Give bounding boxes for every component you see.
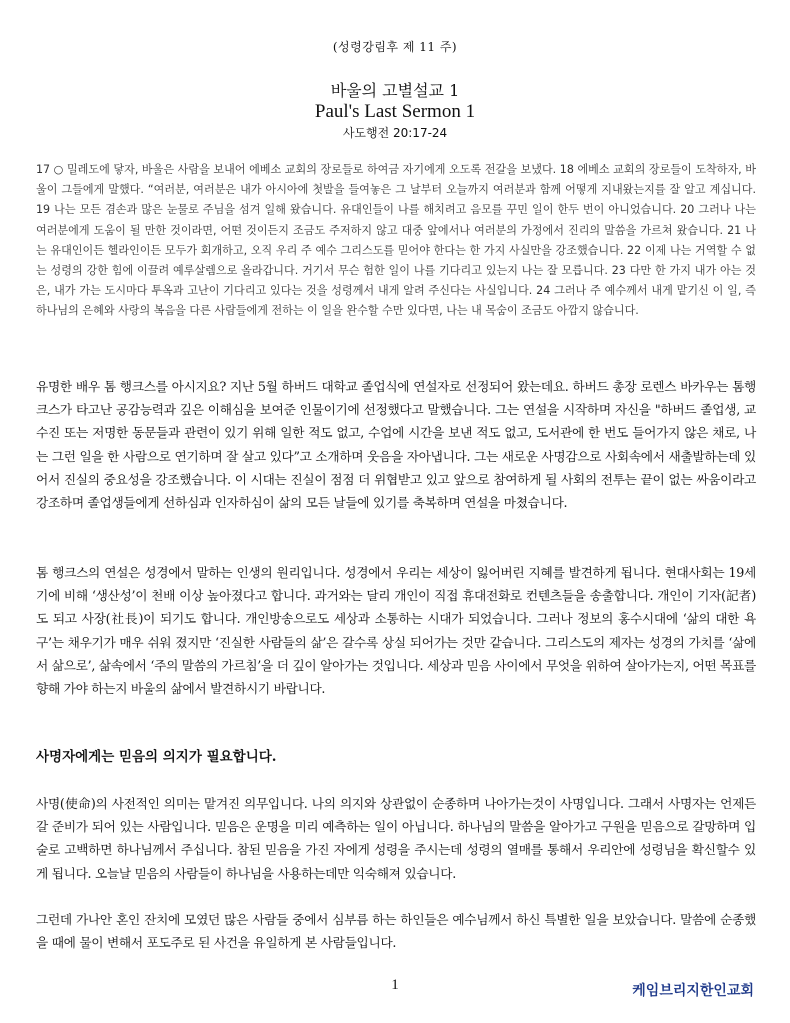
section-heading: 사명자에게는 믿음의 의지가 필요합니다. <box>36 749 277 765</box>
paragraph-bible-principles: 톰 행크스의 연설은 성경에서 말하는 인생의 원리입니다. 성경에서 우리는 세상이 잃어버린 지혜를 발견하게 됩니다. 현대사회는 19세기에 비해 ‘생산성’이 천배 이상 높아졌다고 합니다. 과거와는 달리 개인이 직접 휴대전화로 컨텐츠들을 송출합니다. 개인이 기자(記者)도 되고 사장(社長)이 되기도 합니다. 개인방송으로도 세상과 소통하는 시대가 되었습니다. 그러나 정보의 홍수시대에 ‘삶의 대한 욕구’는 채우기가 매우 쉬워 졌지만 ‘진실한 사람들의 삶’은 갈수록 상실 되어가는 것만 같습니다. 그리스도의 제자는 성경의 가치를 ‘삶에서 삶으로’, 삶속에서 ‘주의 말씀의 가르침’을 더 깊이 알아가는 것입니다. 세상과 믿음 사이에서 무엇을 위하여 살아가는지, 어떤 목표를 향해 가야 하는지 바울의 삶에서 발견하시기 바랍니다. <box>36 565 756 697</box>
sermon-title-english: Paul's Last Sermon 1 <box>314 101 476 122</box>
sermon-title-korean: 바울의 고별설교 1 <box>330 81 460 100</box>
paragraph-mission-meaning: 사명(使命)의 사전적인 의미는 맡겨진 의무입니다. 나의 의지와 상관없이 순종하며 나아가는것이 사명입니다. 그래서 사명자는 언제든 갈 준비가 되어 있는 사람입니다. 믿음은 운명을 미리 예측하는 일이 아닙니다. 하나님의 말씀을 알아가고 구원을 믿음으로 갈망하며 입술로 고백하면 하나님께서 주십니다. 참된 믿음을 가진 자에게 성령을 주시는데 성령의 열매를 통해서 우리안에 성령님을 확신할수 있게 됩니다. 오늘날 믿음의 사람들이 하나님을 사용하는데만 익숙해져 있습니다. <box>36 796 756 881</box>
scripture-passage: 17 ○ 밀레도에 닿자, 바울은 사람을 보내어 에베소 교회의 장로들로 하여금 자기에게 오도록 전갈을 보냈다. 18 에베소 교회의 장로들이 도착하자, 바울이 그들에게 말했다. “여러분, 여러분은 내가 아시아에 첫발을 들여놓은 그 날부터 오늘까지 여러분과 함께 어떻게 지내왔는지를 잘 알고 계십니다. 19 나는 모든 겸손과 많은 눈물로 주님을 섬겨 일해 왔습니다. 유대인들이 나를 해치려고 음모를 꾸민 일이 한두 번이 아니었습니다. 20 그러나 나는 여러분에게 도움이 될 만한 것이라면, 어떤 것이든지 조금도 주저하지 않고 대중 앞에서나 여러분의 가정에서 진리의 말씀을 가르쳐 왔습니다. 21 나는 유대인이든 헬라인이든 모두가 회개하고, 오직 우리 주 예수 그리스도를 믿어야 한다는 한 가지 사실만을 강조했습니다. 22 이제 나는 거역할 수 없는 성령의 강한 힘에 이끌려 예루살렘으로 올라갑니다. 거기서 무슨 험한 일이 나를 기다리고 있는지 나는 잘 모릅니다. 23 다만 한 가지 내가 아는 것은, 내가 가는 도시마다 투옥과 고난이 기다리고 있다는 것을 성령께서 내게 알려 주신다는 사실입니다. 24 그러나 주 예수께서 내게 맡기신 이 일, 즉 하나님의 은혜와 사랑의 복음을 다른 사람들에게 전하는 이 일을 완수할 수만 있다면, 나는 내 목숨이 조금도 아깝지 않습니다. <box>36 163 756 318</box>
scripture-reference: 사도행전 20:17-24 <box>342 126 448 140</box>
page-number: 1 <box>391 977 399 993</box>
paragraph-tom-hanks-speech: 유명한 배우 톰 행크스를 아시지요? 지난 5월 하버드 대학교 졸업식에 연설자로 선정되어 왔는데요. 하버드 총장 로렌스 바카우는 톰행크스가 타고난 공감능력과 깊은 이해심을 보여준 인물이기에 선정했다고 말했습니다. 그는 연설을 시작하며 자신을 "하버드 졸업생, 교수진 또는 저명한 동문들과 관련이 있기 위해 일한 적도 없고, 수업에 시간을 보낸 적도 없고, 도서관에 한 번도 들어가지 않은 채로, 나는 그런 일을 한 사람으로 연기하며 잘 살고 있다”고 소개하며 웃음을 자아냅니다. 그는 새로운 사명감으로 사회속에서 새출발하는데 있어서 진실의 중요성을 강조했습니다. 이 시대는 진실이 점점 더 위협받고 있고 앞으로 참여하게 될 사회의 전투는 끝이 없는 싸움이라고 강조하며 졸업생들에게 선하심과 인자하심이 삶의 모든 날들에 있기를 축복하며 연설을 마쳤습니다. <box>36 379 756 511</box>
church-name-logo: 케임브리지한인교회 <box>632 983 754 999</box>
paragraph-cana-wedding: 그런데 가나안 혼인 잔치에 모였던 많은 사람들 중에서 심부름 하는 하인들은 예수님께서 하신 특별한 일을 보았습니다. 말씀에 순종했을 때에 물이 변해서 포도주로 된 사건을 유일하게 본 사람들입니다. <box>36 912 756 951</box>
service-week-note: (성령강림후 제 11 주) <box>332 40 458 54</box>
